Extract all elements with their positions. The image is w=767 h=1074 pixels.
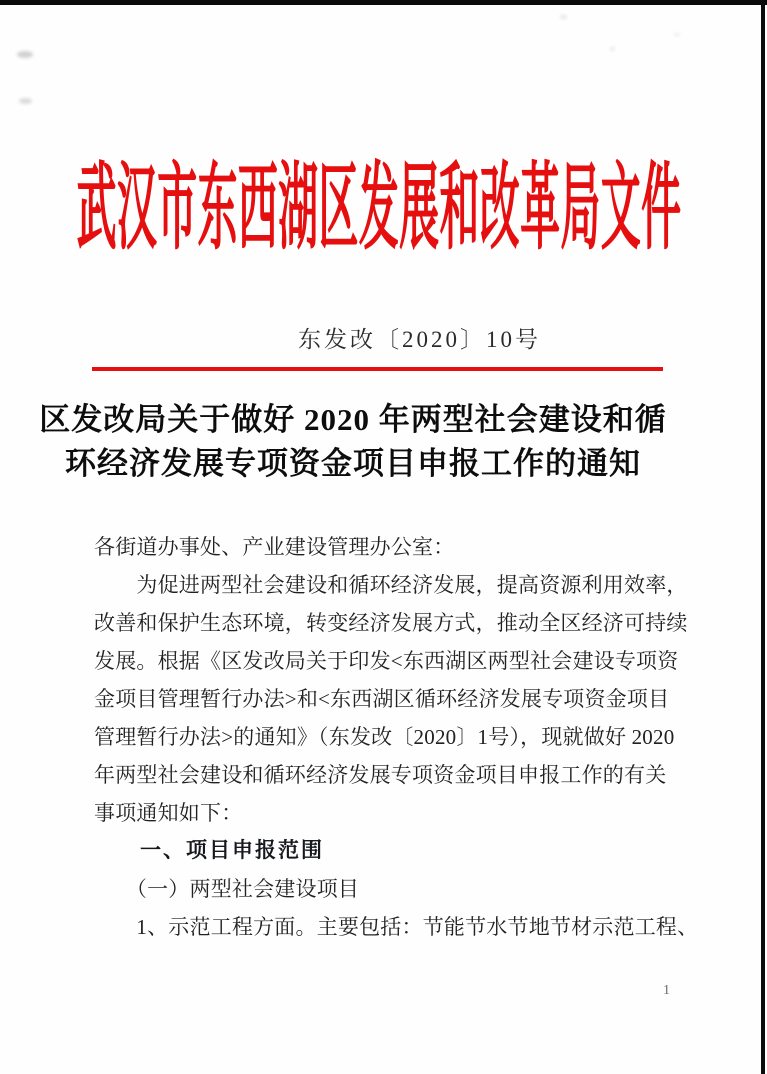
notice-title-line2: 环经济发展专项资金项目申报工作的通知 [65, 446, 641, 481]
scan-smudge [610, 47, 615, 51]
body-line: 改善和保护生态环境，转变经济发展方式，推动全区经济可持续 [94, 611, 688, 635]
body-line: 发展。根据《区发改局关于印发<东西湖区两型社会建设专项资 [94, 649, 679, 673]
notice-title-line1: 区发改局关于做好 2020 年两型社会建设和循 [39, 402, 667, 437]
notice-body [94, 528, 699, 946]
agency-header-wrap [0, 155, 767, 261]
body-section-heading: 一、项目申报范围 [94, 839, 324, 862]
scan-top-edge [0, 0, 767, 5]
body-line: 管理暂行办法>的通知》（东发改〔2020〕1号），现就做好 2020 [94, 725, 675, 749]
scan-smudge [19, 98, 32, 104]
body-line: 事项通知如下： [94, 801, 243, 825]
doc-number: 东发改〔2020〕10号 [298, 327, 541, 352]
page-number: 1 [663, 983, 670, 998]
scan-smudge [560, 15, 567, 19]
scan-smudge [674, 33, 680, 36]
agency-header-title: 武汉市东西湖区发展和改革局文件 [77, 155, 682, 261]
body-line: 为促进两型社会建设和循环经济发展，提高资源利用效率， [94, 573, 688, 597]
body-line: 1、示范工程方面。主要包括：节能节水节地节材示范工程、 [94, 915, 699, 939]
body-line: 金项目管理暂行办法>和<东西湖区循环经济发展专项资金项目 [94, 687, 670, 711]
body-line: 年两型社会建设和循环经济发展专项资金项目申报工作的有关 [94, 763, 667, 787]
body-line-salutation: 各街道办事处、产业建设管理办公室： [94, 535, 455, 559]
notice-title [33, 398, 673, 486]
red-divider-rule [92, 367, 663, 371]
scan-smudge [17, 51, 33, 58]
body-subsection-heading: （一）两型社会建设项目 [94, 877, 360, 901]
